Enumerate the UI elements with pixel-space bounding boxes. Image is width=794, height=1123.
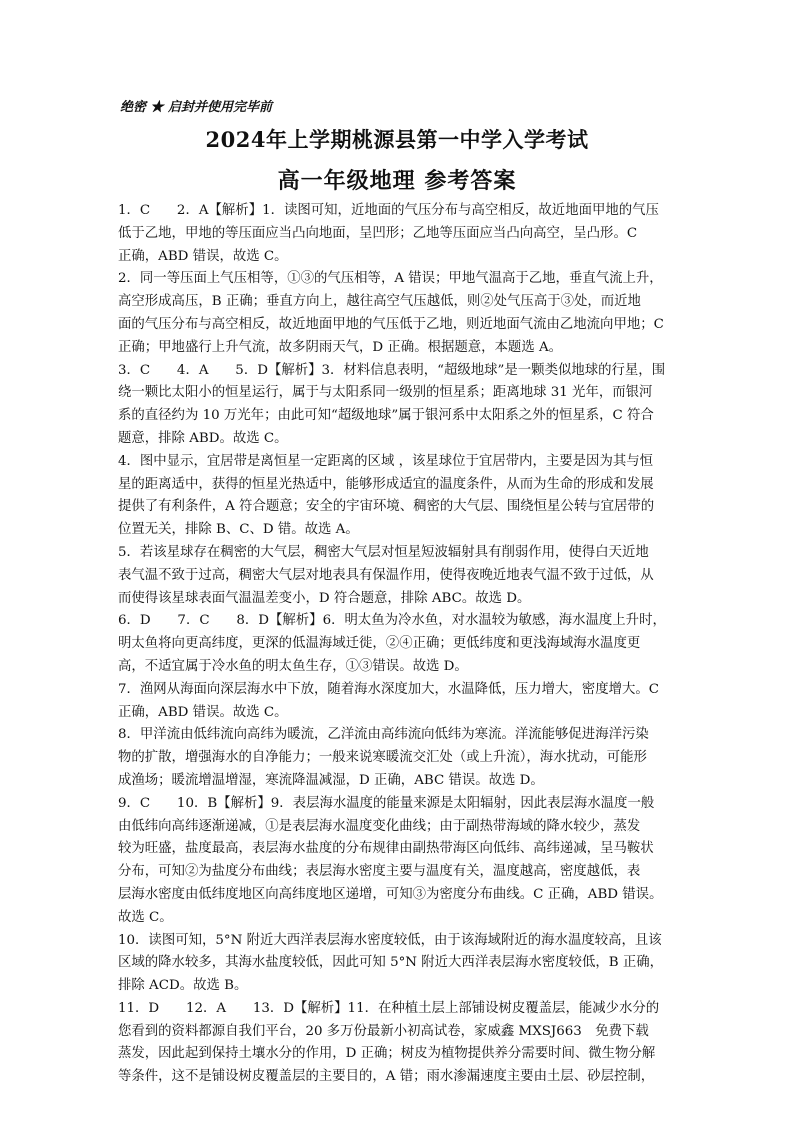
- answer-line: 正确，ABD 错误，故选 C。: [118, 248, 288, 264]
- answer-line: 低于乙地，甲地的等压面应当凸向地面，呈凹形；乙地等压面应当凸向高空，呈凸形。C: [118, 225, 638, 241]
- answer-line: 您看到的资料都源自我们平台，20 多万份最新小初高试卷，家威鑫 MXSJ663 免费下载: [118, 1023, 649, 1039]
- answer-line: 题意，排除 ABD。故选 C。: [118, 430, 288, 446]
- answer-line: 正确，ABD 错误。故选 C。: [118, 704, 288, 720]
- confidential-label: 绝密 ★ 启封并使用完毕前: [120, 100, 273, 115]
- answer-line: 系的直径约为 10 万光年；由此可知“超级地球”属于银河系中太阳系之外的恒星系，C 符合: [118, 408, 654, 424]
- answer-line: 提供了有利条件，A 符合题意；安全的宇宙环境、稠密的大气层、围绕恒星公转与宜居带的: [118, 499, 655, 515]
- answer-line: 9．C 10．B【解析】9．表层海水温度的能量来源是太阳辐射，因此表层海水温度一般: [118, 795, 655, 811]
- answer-line: 8．甲洋流由低纬流向高纬为暖流，乙洋流由高纬流向低纬为寒流。洋流能够促进海洋污染: [118, 727, 649, 743]
- answer-line: 物的扩散，增强海水的自净能力；一般来说寒暖流交汇处（或上升流），海水扰动，可能形: [118, 750, 647, 766]
- answer-line: 6．D 7．C 8．D【解析】6．明太鱼为冷水鱼，对水温较为敏感，海水温度上升时，: [118, 613, 666, 629]
- answer-key-title: 高一年级地理 参考答案: [277, 168, 517, 194]
- answer-line: 3．C 4．A 5．D【解析】3．材料信息表明，“超级地球”是一颗类似地球的行星，围: [118, 362, 666, 378]
- answer-body: [118, 200, 686, 1089]
- answer-line: 高，不适宜属于冷水鱼的明太鱼生存，①③错误。故选 D。: [118, 658, 468, 674]
- answer-line: 绕一颗比太阳小的恒星运行，属于与太阳系同一级别的恒星系；距离地球 31 光年，而银河: [118, 385, 653, 401]
- answer-line: 分布，可知②为盐度分布曲线；表层海水密度主要与温度有关，温度越高，密度越低，表: [118, 864, 641, 880]
- answer-line: 10．读图可知，5°N 附近大西洋表层海水密度较低，由于该海域附近的海水温度较高，且该: [118, 932, 662, 948]
- exam-title: 2024年上学期桃源县第一中学入学考试: [205, 127, 589, 152]
- answer-line: 7．渔网从海面向深层海水中下放，随着海水深度加大，水温降低，压力增大，密度增大。C: [118, 681, 659, 697]
- answer-line: 较为旺盛，盐度最高，表层海水盐度的分布规律由副热带海区向低纬、高纬递减，呈马鞍状: [118, 841, 654, 857]
- answer-line: 4．图中显示，宜居带是离恒星一定距离的区域 ，该星球位于宜居带内，主要是因为其与恒: [118, 453, 654, 469]
- answer-line: 等条件，这不是铺设树皮覆盖层的主要目的，A 错；雨水渗漏速度主要由土层、砂层控制，: [118, 1069, 655, 1085]
- answer-line: 2．同一等压面上气压相等，①③的气压相等，A 错误；甲地气温高于乙地，垂直气流上升，: [118, 271, 663, 287]
- answer-line: 明太鱼将向更高纬度，更深的低温海域迁徙，②④正确；更低纬度和更浅海域海水温度更: [118, 636, 641, 652]
- answer-line: 位置无关，排除 B、C、D 错。故选 A。: [118, 522, 359, 538]
- answer-line: 层海水密度由低纬度地区向高纬度地区递增，可知③为密度分布曲线。C 正确，ABD 错误。: [118, 886, 663, 902]
- answer-line: 高空形成高压，B 正确；垂直方向上，越往高空气压越低，则②处气压高于③处，而近地: [118, 294, 641, 310]
- answer-line: 而使得该星球表面气温温差变小，D 符合题意，排除 ABC。故选 D。: [118, 590, 531, 606]
- answer-line: 成渔场；暖流增温增湿，寒流降温减湿，D 正确，ABC 错误。故选 D。: [118, 772, 544, 788]
- answer-line: 由低纬向高纬逐渐递减，①是表层海水温度变化曲线；由于副热带海域的降水较少，蒸发: [118, 818, 641, 834]
- answer-line: 5．若该星球存在稠密的大气层，稠密大气层对恒星短波辐射具有削弱作用，使得白天近地: [118, 544, 649, 560]
- answer-line: 正确；甲地盛行上升气流，故多阴雨天气，D 正确。根据题意，本题选 A。: [118, 339, 563, 355]
- answer-line: 面的气压分布与高空相反，故近地面甲地的气压低于乙地，则近地面气流由乙地流向甲地；C: [118, 316, 664, 332]
- answer-line: 1．C 2．A【解析】1．读图可知，近地面的气压分布与高空相反，故近地面甲地的气压: [118, 203, 659, 218]
- answer-line: 表气温不致于过高，稠密大气层对地表具有保温作用，使得夜晚近地表气温不致于过低，从: [118, 567, 654, 583]
- answer-line: 蒸发，因此起到保持土壤水分的作用，D 正确；树皮为植物提供养分需要时间、微生物分解: [118, 1046, 656, 1062]
- answer-line: 排除 ACD。故选 B。: [118, 978, 248, 994]
- answer-line: 星的距离适中，获得的恒星光热适中，能够形成适宜的温度条件，从而为生命的形成和发展: [118, 476, 654, 492]
- answer-line: 11．D 12．A 13．D【解析】11．在种植土层上部铺设树皮覆盖层，能减少水分的: [118, 1000, 660, 1016]
- answer-line: 故选 C。: [118, 909, 173, 925]
- answer-line: 区域的降水较多，其海水盐度较低，因此可知 5°N 附近大西洋表层海水密度较低，B 正确，: [118, 955, 663, 971]
